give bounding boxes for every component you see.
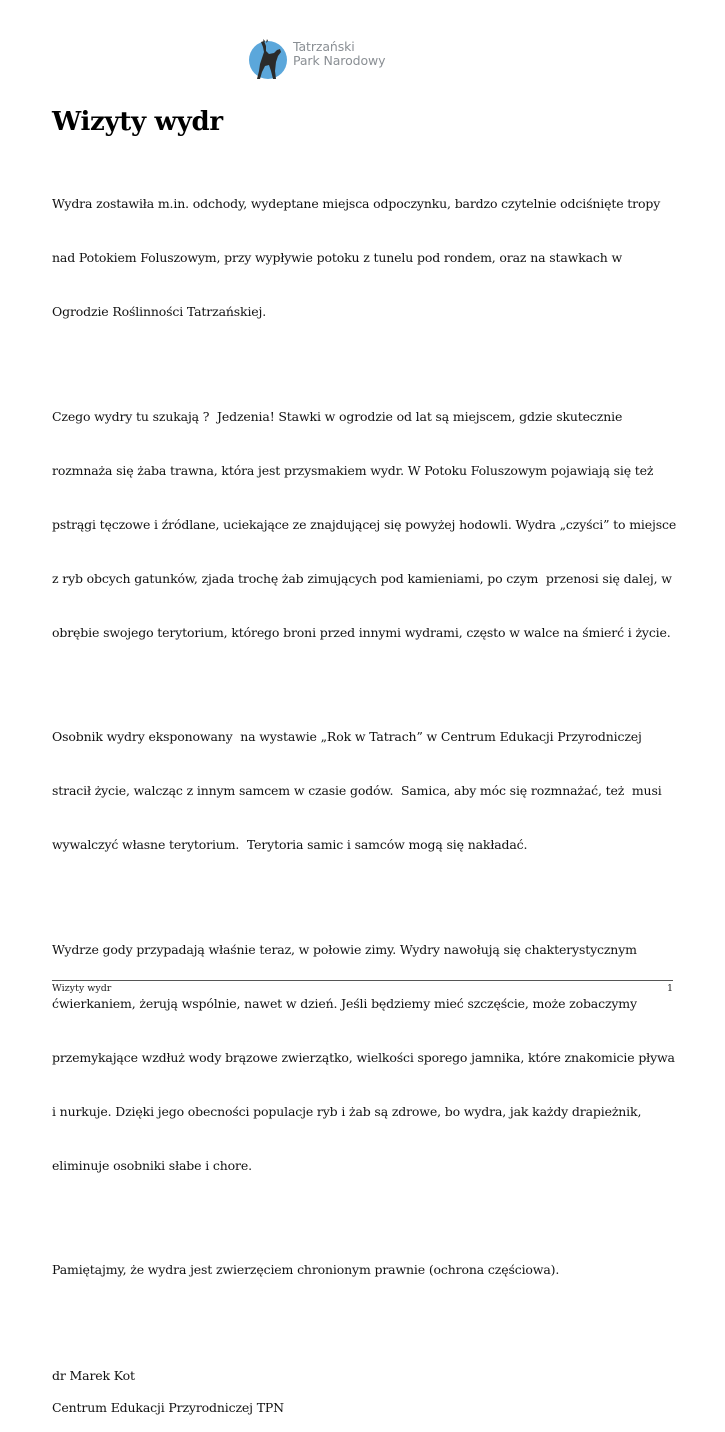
paragraph-line: przemykające wzdłuż wody brązowe zwierzątko, wielkości sporego jamnika, które znakomicie pływa bbox=[52, 1049, 675, 1065]
footer-page-number: 1 bbox=[666, 983, 673, 994]
tpn-logo[interactable] bbox=[247, 38, 397, 82]
footer-doc-title: Wizyty wydr bbox=[52, 983, 112, 994]
paragraph-2 bbox=[52, 372, 677, 678]
paragraph-line: nad Potokiem Foluszowym, przy wypływie potoku z tunelu pod rondem, oraz na stawkach w bbox=[52, 250, 623, 265]
author-name: dr Marek Kot bbox=[52, 1367, 135, 1383]
logo-line-2: Park Narodowy bbox=[293, 53, 386, 68]
paragraph-5 bbox=[52, 1225, 674, 1315]
paragraph-line: obrębie swojego terytorium, którego broni przed innymi wydrami, często w walce na śmierć i życie. bbox=[52, 624, 671, 640]
paragraph-1 bbox=[52, 159, 674, 357]
paragraph-line: Czego wydry tu szukają ? Jedzenia! Stawki w ogrodzie od lat są miejscem, gdzie skutecznie bbox=[52, 408, 623, 424]
paragraph-4 bbox=[52, 905, 674, 1211]
article-title: Wizyty wydr bbox=[52, 107, 223, 137]
logo-wordmark bbox=[293, 40, 385, 68]
logo-line-1: Tatrzański bbox=[293, 39, 355, 54]
paragraph-line: i nurkuje. Dzięki jego obecności populacje ryb i żab są zdrowe, bo wydra, jak każdy drapieżnik, bbox=[52, 1103, 642, 1119]
author-organization: Centrum Edukacji Przyrodniczej TPN bbox=[52, 1400, 284, 1415]
article-body bbox=[52, 159, 677, 1432]
paragraph-line: stracił życie, walcząc z innym samcem w czasie godów. Samica, aby móc się rozmnażać, też musi bbox=[52, 783, 662, 798]
paragraph-3 bbox=[52, 692, 674, 890]
paragraph-line: Pamiętajmy, że wydra jest zwierzęciem chronionym prawnie (ochrona częściowa). bbox=[52, 1262, 560, 1277]
paragraph-line: Wydrze gody przypadają właśnie teraz, w połowie zimy. Wydry nawołują się chakterystycznym bbox=[52, 941, 637, 957]
spacer bbox=[52, 1330, 674, 1367]
paragraph-line: Ogrodzie Roślinności Tatrzańskiej. bbox=[52, 304, 267, 319]
paragraph-line: z ryb obcych gatunków, zjada trochę żab zimujących pod kamieniami, po czym przenosi się dalej, w bbox=[52, 570, 672, 586]
paragraph-line: Wydra zostawiła m.in. odchody, wydeptane miejsca odpoczynku, bardzo czytelnie odciśnięte tropy bbox=[52, 196, 661, 211]
paragraph-line: eliminuje osobniki słabe i chore. bbox=[52, 1157, 252, 1173]
chamois-logo-icon bbox=[247, 38, 289, 80]
footer-divider bbox=[52, 980, 673, 981]
paragraph-line: Osobnik wydry eksponowany na wystawie „Rok w Tatrach” w Centrum Edukacji Przyrodniczej bbox=[52, 729, 642, 744]
paragraph-line: wywalczyć własne terytorium. Terytoria samic i samców mogą się nakładać. bbox=[52, 837, 528, 852]
paragraph-line: rozmnaża się żaba trawna, która jest przysmakiem wydr. W Potoku Foluszowym pojawiają się też bbox=[52, 462, 654, 478]
paragraph-line: ćwierkaniem, żerują wspólnie, nawet w dzień. Jeśli będziemy mieć szczęście, może zobaczymy bbox=[52, 995, 637, 1011]
paragraph-line: pstrągi tęczowe i źródlane, uciekające ze znajdującej się powyżej hodowli. Wydra „czyści” to miejsce bbox=[52, 516, 677, 532]
